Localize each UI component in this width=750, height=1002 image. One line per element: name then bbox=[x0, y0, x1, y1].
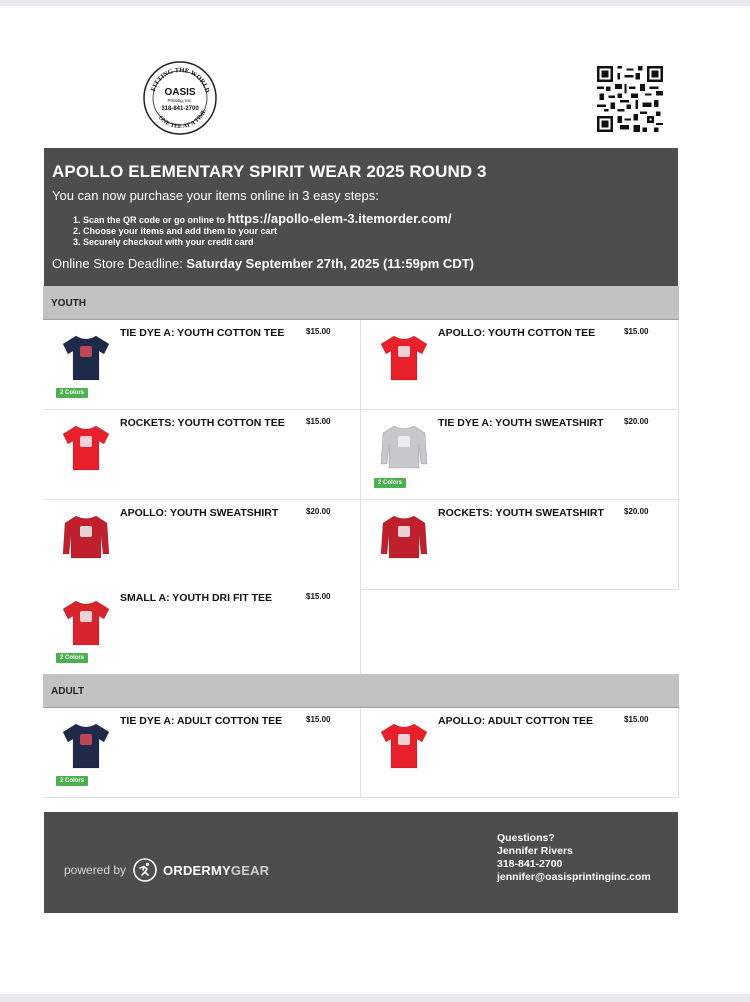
shirt-design-graphic bbox=[398, 526, 410, 537]
powered-by-ordermygear[interactable] bbox=[64, 858, 269, 882]
step-item: 1. Scan the QR code or go online to https://apollo-elem-3.itemorder.com/ bbox=[83, 213, 670, 226]
product-price: $20.00 bbox=[624, 417, 649, 426]
product-image bbox=[379, 510, 429, 564]
product-price: $15.00 bbox=[306, 592, 331, 601]
color-options-badge: 2 Colors bbox=[56, 776, 88, 786]
shirt-design-graphic bbox=[80, 734, 92, 745]
product-image bbox=[379, 420, 429, 474]
product-card[interactable] bbox=[43, 500, 361, 590]
product-name[interactable]: ROCKETS: YOUTH SWEATSHIRT bbox=[438, 507, 604, 519]
powered-by-text: powered by bbox=[64, 863, 127, 877]
oasis-logo bbox=[142, 60, 218, 136]
product-image bbox=[61, 718, 111, 772]
color-options-badge: 2 Colors bbox=[56, 388, 88, 398]
tee-shape bbox=[63, 336, 109, 380]
deadline-date: Saturday September 27th, 2025 (11:59pm CDT) bbox=[186, 256, 474, 271]
product-card[interactable] bbox=[43, 410, 361, 500]
product-card[interactable] bbox=[361, 410, 679, 500]
store-deadline: Online Store Deadline: Saturday September 27th, 2025 (11:59pm CDT) bbox=[52, 256, 474, 271]
logo-arc-top: FITTING THE WORLD bbox=[149, 66, 211, 94]
product-name[interactable]: ROCKETS: YOUTH COTTON TEE bbox=[120, 417, 285, 429]
product-name[interactable]: TIE DYE A: YOUTH COTTON TEE bbox=[120, 327, 285, 339]
logo-arc-bottom: ONE TEE AT A TIME bbox=[156, 108, 208, 131]
shirt-design-graphic bbox=[398, 436, 410, 447]
product-name[interactable]: TIE DYE A: ADULT COTTON TEE bbox=[120, 715, 283, 727]
product-price: $20.00 bbox=[306, 507, 331, 516]
tee-shape bbox=[63, 601, 109, 645]
product-card[interactable] bbox=[43, 320, 361, 410]
product-price: $15.00 bbox=[624, 715, 649, 724]
product-image bbox=[61, 595, 111, 649]
contact-name: Jennifer Rivers bbox=[497, 845, 573, 857]
product-name[interactable]: APOLLO: ADULT COTTON TEE bbox=[438, 715, 593, 727]
shirt-design-graphic bbox=[398, 346, 410, 357]
ordermygear-runner-icon bbox=[133, 858, 157, 882]
product-image bbox=[61, 330, 111, 384]
product-card[interactable] bbox=[43, 585, 361, 675]
contact-phone[interactable]: 318-841-2700 bbox=[497, 858, 563, 870]
tee-shape bbox=[381, 724, 427, 768]
section-header-adult: ADULT bbox=[43, 674, 679, 708]
product-image bbox=[61, 510, 111, 564]
product-image bbox=[61, 420, 111, 474]
tee-shape bbox=[63, 724, 109, 768]
product-name[interactable]: APOLLO: YOUTH SWEATSHIRT bbox=[120, 507, 279, 519]
tee-shape bbox=[381, 336, 427, 380]
store-intro: You can now purchase your items online in 3 easy steps: bbox=[52, 188, 379, 203]
shirt-design-graphic bbox=[80, 346, 92, 357]
info-banner bbox=[44, 148, 678, 288]
product-name[interactable]: APOLLO: YOUTH COTTON TEE bbox=[438, 327, 596, 339]
product-image bbox=[379, 718, 429, 772]
shirt-design-graphic bbox=[80, 611, 92, 622]
step-item: 3. Securely checkout with your credit card bbox=[83, 237, 670, 248]
store-title: APOLLO ELEMENTARY SPIRIT WEAR 2025 ROUND 3 bbox=[52, 162, 487, 181]
section-header-youth: YOUTH bbox=[43, 286, 679, 320]
logo-brand: OASIS bbox=[164, 87, 196, 98]
product-price: $20.00 bbox=[624, 507, 649, 516]
footer bbox=[44, 812, 678, 913]
shirt-design-graphic bbox=[80, 526, 92, 537]
product-price: $15.00 bbox=[306, 417, 331, 426]
product-card[interactable] bbox=[43, 708, 361, 798]
product-card[interactable] bbox=[361, 320, 679, 410]
order-form-sheet bbox=[0, 6, 750, 994]
shirt-design-graphic bbox=[80, 436, 92, 447]
step-item: 2. Choose your items and add them to your cart bbox=[83, 226, 670, 237]
contact-heading: Questions? bbox=[497, 832, 555, 844]
store-url-link[interactable]: https://apollo-elem-3.itemorder.com/ bbox=[227, 211, 452, 226]
tee-shape bbox=[63, 426, 109, 470]
contact-info bbox=[497, 832, 651, 884]
product-name[interactable]: SMALL A: YOUTH DRI FIT TEE bbox=[120, 592, 273, 604]
steps-list bbox=[52, 213, 670, 248]
product-name[interactable]: TIE DYE A: YOUTH SWEATSHIRT bbox=[438, 417, 604, 429]
ordermygear-logo-text: ORDERMYGEAR bbox=[163, 862, 270, 878]
shirt-design-graphic bbox=[398, 734, 410, 745]
logo-subtitle: Printing, Inc. bbox=[167, 98, 193, 103]
logo-phone: 318-841-2700 bbox=[161, 106, 199, 112]
product-price: $15.00 bbox=[306, 327, 331, 336]
product-card[interactable] bbox=[361, 500, 679, 590]
product-price: $15.00 bbox=[306, 715, 331, 724]
color-options-badge: 2 Colors bbox=[56, 653, 88, 663]
product-card[interactable] bbox=[361, 708, 679, 798]
color-options-badge: 2 Colors bbox=[374, 478, 406, 488]
product-image bbox=[379, 330, 429, 384]
contact-email[interactable]: jennifer@oasisprintinginc.com bbox=[497, 871, 651, 883]
qr-code[interactable] bbox=[597, 66, 663, 132]
product-price: $15.00 bbox=[624, 327, 649, 336]
